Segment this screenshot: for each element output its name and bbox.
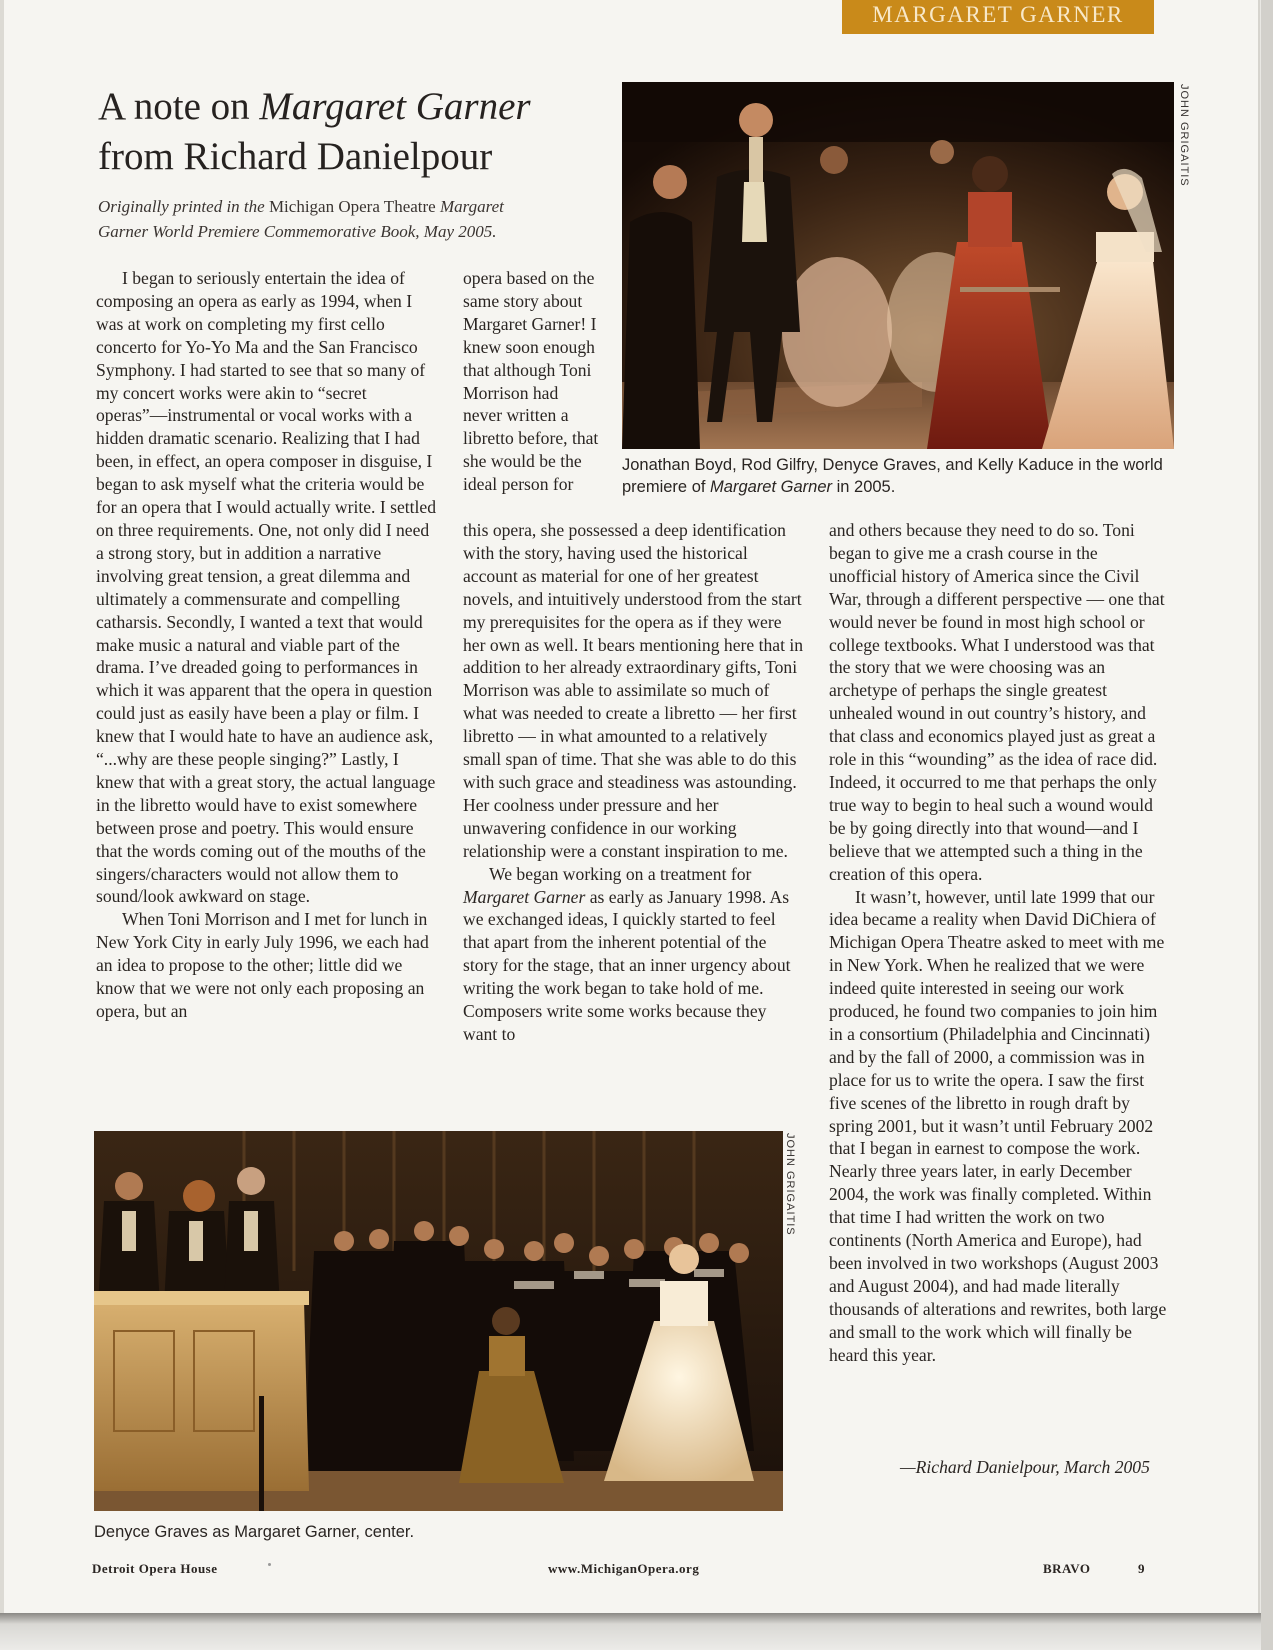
paragraph: opera based on the same story about Margaret Garner! I knew soon enough that although Toni Morrison had never written a libretto before, that she would be the ideal person for xyxy=(463,268,599,495)
paragraph-part: We began working on a treatment for xyxy=(489,863,752,884)
headline-byline: from Richard Danielpour xyxy=(98,135,493,178)
footer-magazine: BRAVO xyxy=(1043,1561,1091,1576)
caption-part: in 2005. xyxy=(832,478,896,496)
paragraph: and others because they need to do so. Toni began to give me a crash course in the unofficial history of America since the Civil War, through a different perspective — one that would never be found in most high school or college textbooks. What I understood was that the story that we were choosing was an archetype of perhaps the single greatest unhealed wound in out country’s history, and that class and economics played just as great a role in this “wounding” as the idea of race did. Indeed, it occurred to me that perhaps the only true way to begin to heal such a wound would be by going directly into that wound—and I believe that we attempted such a thing in the creation of this opera. xyxy=(829,520,1165,884)
caption-title: Margaret Garner xyxy=(710,478,833,496)
stage-photo-bottom xyxy=(94,1131,783,1511)
photo-caption xyxy=(622,454,1182,498)
intro-roman: Michigan Opera Theatre xyxy=(268,197,436,216)
footer-separator xyxy=(268,1563,271,1566)
footer-venue: Detroit Opera House xyxy=(92,1561,218,1576)
article-headline xyxy=(98,82,598,182)
page-fold xyxy=(0,1613,1273,1650)
paragraph: When Toni Morrison and I met for lunch in New York City in early July 1996, we each had an idea to propose to the other; little did we know that we were not only each proposing an opera, but an xyxy=(96,909,429,1021)
paragraph: It wasn’t, however, until late 1999 that our idea became a reality when David DiChiera of Michigan Opera Theatre asked to meet with me in New York. When he realized that we were indeed quite interested in seeing our work produced, he found two companies to join him in a consortium (Philadelphia and Cincinnati) and by the fall of 2000, a commission was in place for us to write the opera. I saw the first five scenes of the libretto in rough draft by spring 2001, but it wasn’t until February 2002 that I began in earnest to compose the work. Nearly three years later, in early December 2004, the work was finally completed. Within that time I had written the work on two continents (North America and Europe), had been involved in two workshops (August 2003 and August 2004), and had made literally thousands of alterations and rewrites, both large and small to the work which will finally be heard this year. xyxy=(829,886,1167,1365)
photo-credit: JOHN GRIGAITIS xyxy=(1178,84,1190,187)
headline-title: Margaret Garner xyxy=(259,85,531,128)
article-signature: —Richard Danielpour, March 2005 xyxy=(900,1457,1150,1477)
stage-photo-top-image xyxy=(622,82,1174,449)
section-tag: MARGARET GARNER xyxy=(842,0,1154,34)
article-intro xyxy=(98,194,558,244)
article-column-1 xyxy=(96,267,440,1023)
intro-prefix: Originally printed in the xyxy=(98,197,269,216)
article-column-2 xyxy=(463,519,804,1046)
opera-title: Margaret Garner xyxy=(463,886,586,907)
intro-suffix: Margaret Garner World Premiere Commemorative Book, May 2005. xyxy=(98,197,504,241)
article-column-2-narrow xyxy=(463,267,601,496)
caption-part: Jonathan Boyd, Rod Gilfry, Denyce Graves, and Kelly Kaduce in the world premiere of xyxy=(622,456,1163,496)
paragraph xyxy=(463,863,804,1046)
paragraph: I began to seriously entertain the idea of composing an opera as early as 1994, when I was at work on completing my first cello concerto for Yo-Yo Ma and the San Francisco Symphony. I had started to see that so many of my concert works were akin to “secret operas”—instrumental or vocal works with a hidden dramatic scenario. Realizing that I had been, in effect, an opera composer in disguise, I began to ask myself what the criteria would be for an opera that I would actually write. I settled on three requirements. One, not only did I need a strong story, but in addition a narrative involving great tension, a great dilemma and ultimately a commensurate and compelling catharsis. Secondly, I wanted a text that would make music a natural and viable part of the drama. I’ve dreaded going to performances in which it was apparent that the opera in question could just as easily have been a play or film. I knew that I would hate to have an audience ask, “...why are these people singing?” Lastly, I knew that with a great story, the actual language in the libretto would have to exist somewhere between prose and poetry. This would ensure that the words coming out of the mouths of the singers/characters would not allow them to sound/look awkward on stage. xyxy=(96,268,437,907)
stage-photo-top xyxy=(622,82,1174,449)
photo-caption: Denyce Graves as Margaret Garner, center. xyxy=(94,1523,415,1541)
paragraph: this opera, she possessed a deep identification with the story, having used the historical account as material for one of her greatest novels, and intuitively understood from the start my prerequisites for the opera as if they were her own as well. It bears mentioning here that in addition to her already extraordinary gifts, Toni Morrison was able to assimilate so much of what was needed to create a libretto — her first libretto — in what amounted to a relatively small span of time. That she was able to do this with such grace and steadiness was astounding. Her coolness under pressure and her unwavering confidence in our working relationship were a constant inspiration to me. xyxy=(463,520,804,861)
page-spine xyxy=(1261,0,1273,1650)
paragraph-part: as early as January 1998. As we exchanged ideas, I quickly started to feel that apart from the inherent potential of the story for the stage, that an inner urgency about writing the work began to take hold of me. Composers write some works because they want to xyxy=(463,886,791,1044)
headline-prefix: A note on xyxy=(98,85,260,128)
photo-credit: JOHN GRIGAITIS xyxy=(784,1133,796,1236)
footer-website[interactable]: www.MichiganOpera.org xyxy=(548,1561,700,1576)
article-column-3 xyxy=(829,519,1169,1367)
stage-photo-bottom-image xyxy=(94,1131,783,1511)
page-number: 9 xyxy=(1138,1561,1145,1576)
page-edge xyxy=(0,0,4,1615)
